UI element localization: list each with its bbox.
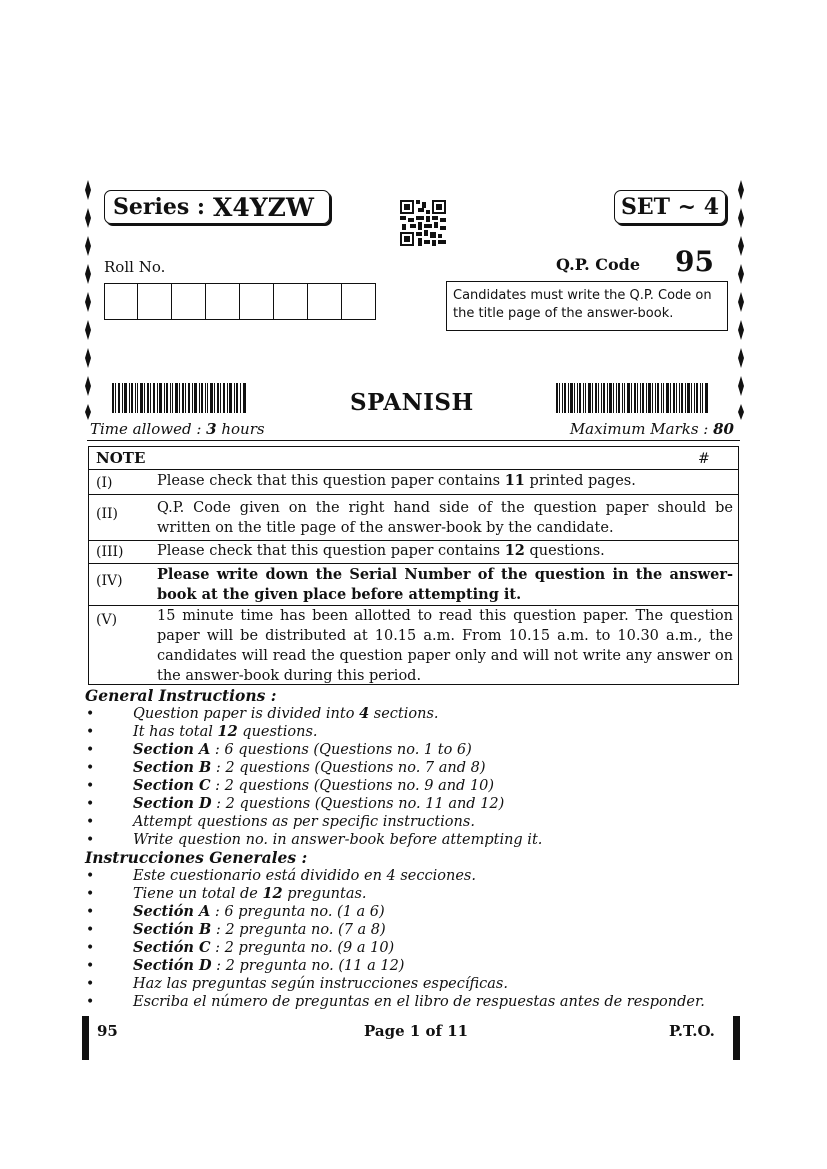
list-item: • Tiene un total de 12 preguntas. — [86, 885, 367, 902]
footer-right-bar — [733, 1016, 740, 1060]
footer-qp-code: 95 — [97, 1022, 118, 1040]
note-row — [89, 540, 738, 562]
footer-left-bar — [82, 1016, 89, 1060]
note-number: (II) — [96, 506, 118, 522]
note-text: Please check that this question paper contains 12 questions. — [157, 542, 605, 559]
list-item: • Section B : 2 questions (Questions no. 7 and 8) — [86, 759, 486, 776]
roll-no-boxes — [104, 283, 376, 320]
roll-no-box[interactable] — [138, 283, 172, 320]
general-instructions-title: General Instructions : — [85, 686, 277, 705]
footer-pto: P.T.O. — [669, 1022, 715, 1040]
roll-no-box[interactable] — [274, 283, 308, 320]
series-box — [104, 190, 330, 224]
note-text: Please check that this question paper contains 11 printed pages. — [157, 472, 636, 489]
note-row — [89, 563, 738, 605]
note-row — [89, 605, 738, 684]
note-number: (I) — [96, 475, 113, 491]
barcode-left — [112, 383, 246, 413]
note-hash: # — [698, 451, 710, 467]
time-allowed-unit: hours — [216, 420, 265, 438]
roll-no-label: Roll No. — [104, 258, 166, 276]
note-title: NOTE — [96, 449, 146, 467]
candidate-note: Candidates must write the Q.P. Code on the title page of the answer-book. — [446, 281, 728, 331]
roll-no-box[interactable] — [342, 283, 376, 320]
list-item: • Section D : 2 questions (Questions no. 11 and 12) — [86, 795, 505, 812]
qp-code-value: 95 — [675, 245, 714, 278]
note-number: (IV) — [96, 573, 123, 589]
divider — [87, 440, 740, 441]
list-item: • Question paper is divided into 4 sections. — [86, 705, 439, 722]
subject-title: SPANISH — [350, 389, 474, 416]
list-item: • Este cuestionario está dividido en 4 secciones. — [86, 868, 476, 884]
left-border-ornament — [84, 180, 92, 420]
time-allowed-label: Time allowed : — [90, 420, 207, 438]
barcode-right — [556, 383, 708, 413]
maximum-marks — [570, 420, 734, 438]
list-item: • Attempt questions as per specific instructions. — [86, 814, 475, 830]
time-allowed — [90, 420, 265, 438]
roll-no-box[interactable] — [172, 283, 206, 320]
list-item: • Section A : 6 questions (Questions no. 1 to 6) — [86, 741, 472, 758]
note-row — [89, 494, 738, 539]
note-number: (V) — [96, 612, 118, 628]
max-marks-label: Maximum Marks : — [569, 420, 714, 438]
note-text: Please write down the Serial Number of the question in the answer-book at the given place before attempting it. — [157, 566, 733, 603]
right-border-ornament — [737, 180, 745, 420]
list-item: • Sectión A : 6 pregunta no. (1 a 6) — [86, 903, 385, 920]
note-number: (III) — [96, 544, 124, 560]
instrucciones-generales-list — [86, 867, 705, 1011]
list-item: • Haz las preguntas según instrucciones específicas. — [86, 976, 508, 992]
list-item: • Escriba el número de preguntas en el libro de respuestas antes de responder. — [86, 994, 705, 1010]
list-item: • Write question no. in answer-book before attempting it. — [86, 832, 543, 848]
qr-code-icon — [400, 200, 446, 246]
max-marks-value: 80 — [713, 420, 734, 438]
list-item: • It has total 12 questions. — [86, 723, 318, 740]
roll-no-box[interactable] — [104, 283, 138, 320]
list-item: • Sectión D : 2 pregunta no. (11 a 12) — [86, 957, 405, 974]
note-text: Q.P. Code given on the right hand side of the question paper should be written on the title page of the answer-book by the candidate. — [157, 500, 733, 536]
set-box — [614, 190, 726, 224]
roll-no-box[interactable] — [308, 283, 342, 320]
series-value: X4YZW — [213, 192, 314, 222]
footer-page-number: Page 1 of 11 — [364, 1022, 469, 1040]
instrucciones-generales-title: Instrucciones Generales : — [85, 848, 308, 867]
note-text: 15 minute time has been allotted to read this question paper. The question paper will be distributed at 10.15 a.m. From 10.15 a.m. to 10.30 a.m., the candidates will read the question paper only and will not write any answer on the answer-book during this period. — [157, 608, 733, 684]
series-label: Series : — [113, 194, 205, 220]
note-row — [89, 469, 738, 493]
roll-no-box[interactable] — [206, 283, 240, 320]
list-item: • Section C : 2 questions (Questions no. 9 and 10) — [86, 777, 495, 794]
time-allowed-value: 3 — [206, 420, 217, 438]
set-label: SET ~ 4 — [620, 194, 720, 220]
qp-code-label: Q.P. Code — [556, 255, 641, 274]
list-item: • Sectión B : 2 pregunta no. (7 a 8) — [86, 921, 386, 938]
list-item: • Sectión C : 2 pregunta no. (9 a 10) — [86, 939, 395, 956]
roll-no-box[interactable] — [240, 283, 274, 320]
general-instructions-list — [86, 705, 542, 849]
